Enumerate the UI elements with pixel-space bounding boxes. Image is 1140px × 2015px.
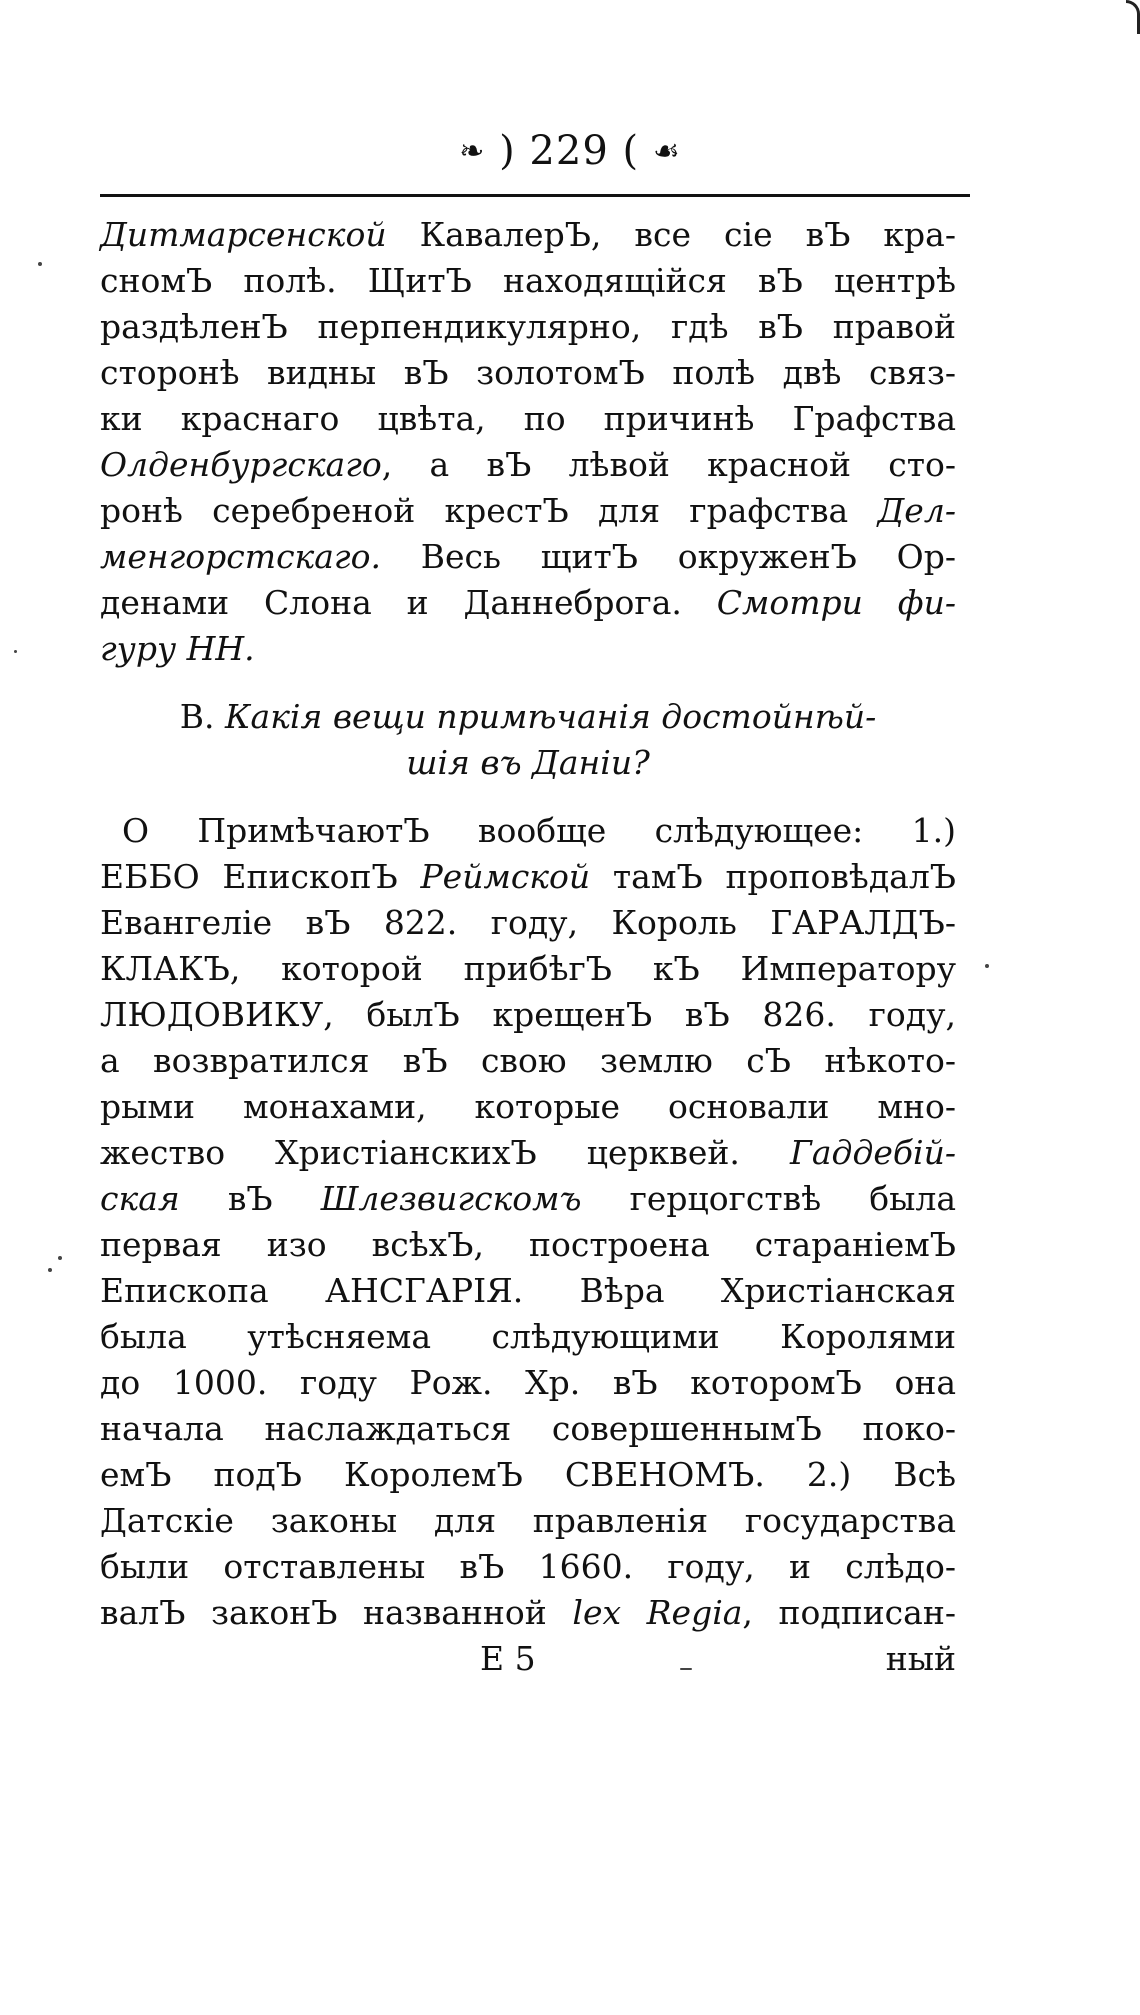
text-line [100,258,956,304]
text-line [100,1222,956,1268]
text-run: вЪ [179,1179,321,1218]
text-run: ки краснаго цвѣта, по причинѣ Графства [100,399,956,438]
text-run: а возвратился вЪ свою землю сЪ нѣкото- [100,1041,956,1080]
signature-mark: E 5 [480,1639,536,1678]
text-run: , а вЪ лѣвой красной сто- [381,445,956,484]
text-line [100,1268,956,1314]
text-run: были отставлены вЪ 1660. году, и слѣдо- [100,1547,956,1586]
text-line [100,580,956,626]
text-line [100,304,956,350]
text-line [100,1406,956,1452]
italic-text: Смотри фи- [716,583,957,622]
text-run: рыми монахами, которые основали мно- [100,1087,956,1126]
catchword: ный [885,1639,956,1678]
text-line [100,854,956,900]
text-line [100,1084,956,1130]
text-run: емЪ подЪ КоролемЪ СВЕНОМЪ. 2.) Всѣ [100,1455,956,1494]
italic-text: ская [100,1179,180,1218]
question-heading [100,694,956,786]
text-run: до 1000. году Рож. Хр. вЪ которомЪ она [100,1363,956,1402]
print-speck [38,262,42,266]
text-line [100,1130,956,1176]
ornament-right-icon: ☙ [652,134,681,169]
text-run: ронѣ серебреной крестЪ для графства [100,491,878,530]
text-line [100,396,956,442]
text-run: , подписан- [742,1593,956,1632]
text-run: жество ХристіанскихЪ церквей. [100,1133,791,1172]
text-line [100,212,956,258]
paragraph-coat-of-arms [100,212,956,672]
text-line [100,900,956,946]
text-run: О ПримѣчаютЪ вообще слѣдующее: 1.) [122,811,956,850]
italic-text: Дел- [877,491,956,530]
text-run: Датскіе законы для правленія государства [100,1501,956,1540]
ornament-left-icon: ❧ [459,134,486,169]
italic-text: lex Regia [572,1593,743,1632]
italic-text: Олденбургскаго [100,445,382,484]
text-run: начала наслаждаться совершеннымЪ поко- [100,1409,956,1448]
text-line [100,442,956,488]
italic-text: менгорстскаго. [100,537,381,576]
text-line [100,350,956,396]
text-line [100,1176,956,1222]
text-run: тамЪ проповѣдалЪ [590,857,957,896]
text-run: герцогствѣ была [581,1179,956,1218]
italic-text: гуру НН. [100,629,255,668]
text-block [100,212,956,1636]
text-run: первая изо всѣхЪ, построена стараніемЪ [100,1225,956,1264]
text-run: сномЪ полѣ. ЩитЪ находящійся вЪ центрѣ [100,261,956,300]
italic-text: Реймской [420,857,591,896]
text-line [100,946,956,992]
text-line [100,626,956,672]
print-speck [680,1668,692,1670]
text-line [100,1314,956,1360]
page-number: ) 229 ( [499,128,640,174]
question-text-cont: шія въ Даніи? [406,743,650,782]
question-line [100,740,956,786]
text-run: КЛАКЪ, которой прибѣгЪ кЪ Императору [100,949,956,988]
text-line [100,992,956,1038]
question-label: В. [179,697,215,736]
text-run: ЛЮДОВИКУ, былЪ крещенЪ вЪ 826. году, [100,995,956,1034]
text-line [100,1544,956,1590]
page-footer [100,1636,956,1682]
text-line [100,1590,956,1636]
text-line [100,1498,956,1544]
text-line [100,534,956,580]
text-line [100,1038,956,1084]
text-line [100,1360,956,1406]
text-run: валЪ законЪ названной [100,1593,573,1632]
text-line [100,488,956,534]
text-line [100,1452,956,1498]
print-speck [14,650,17,653]
text-run: Епископа АНСГАРІЯ. Вѣра Христіанская [100,1271,956,1310]
text-run: КавалерЪ, все сіе вЪ кра- [386,215,956,254]
text-run: Евангеліе вЪ 822. году, Король ГАРАЛДЪ- [100,903,956,942]
italic-text: Дитмарсенской [100,215,387,254]
italic-text: Шлезвигскомъ [320,1179,582,1218]
print-speck [48,1268,52,1272]
running-head [0,128,1140,174]
page-edge-mark [1126,0,1140,34]
text-run: Весь щитЪ окруженЪ Ор- [380,537,956,576]
header-rule [100,194,970,197]
print-speck [58,1256,62,1260]
text-run: была утѣсняема слѣдующими Королями [100,1317,956,1356]
question-text: Какія вещи примѣчанія достойнѣй- [225,697,877,736]
print-speck [985,964,989,968]
text-run: ЕББО ЕпископЪ [100,857,421,896]
text-run: сторонѣ видны вЪ золотомЪ полѣ двѣ связ- [100,353,956,392]
question-line [100,694,956,740]
text-run: раздѣленЪ перпендикулярно, гдѣ вЪ правой [100,307,956,346]
text-run: денами Слона и Даннеброга. [100,583,717,622]
italic-text: Гаддебій- [790,1133,956,1172]
text-line [100,808,956,854]
paragraph-answer [100,808,956,1636]
